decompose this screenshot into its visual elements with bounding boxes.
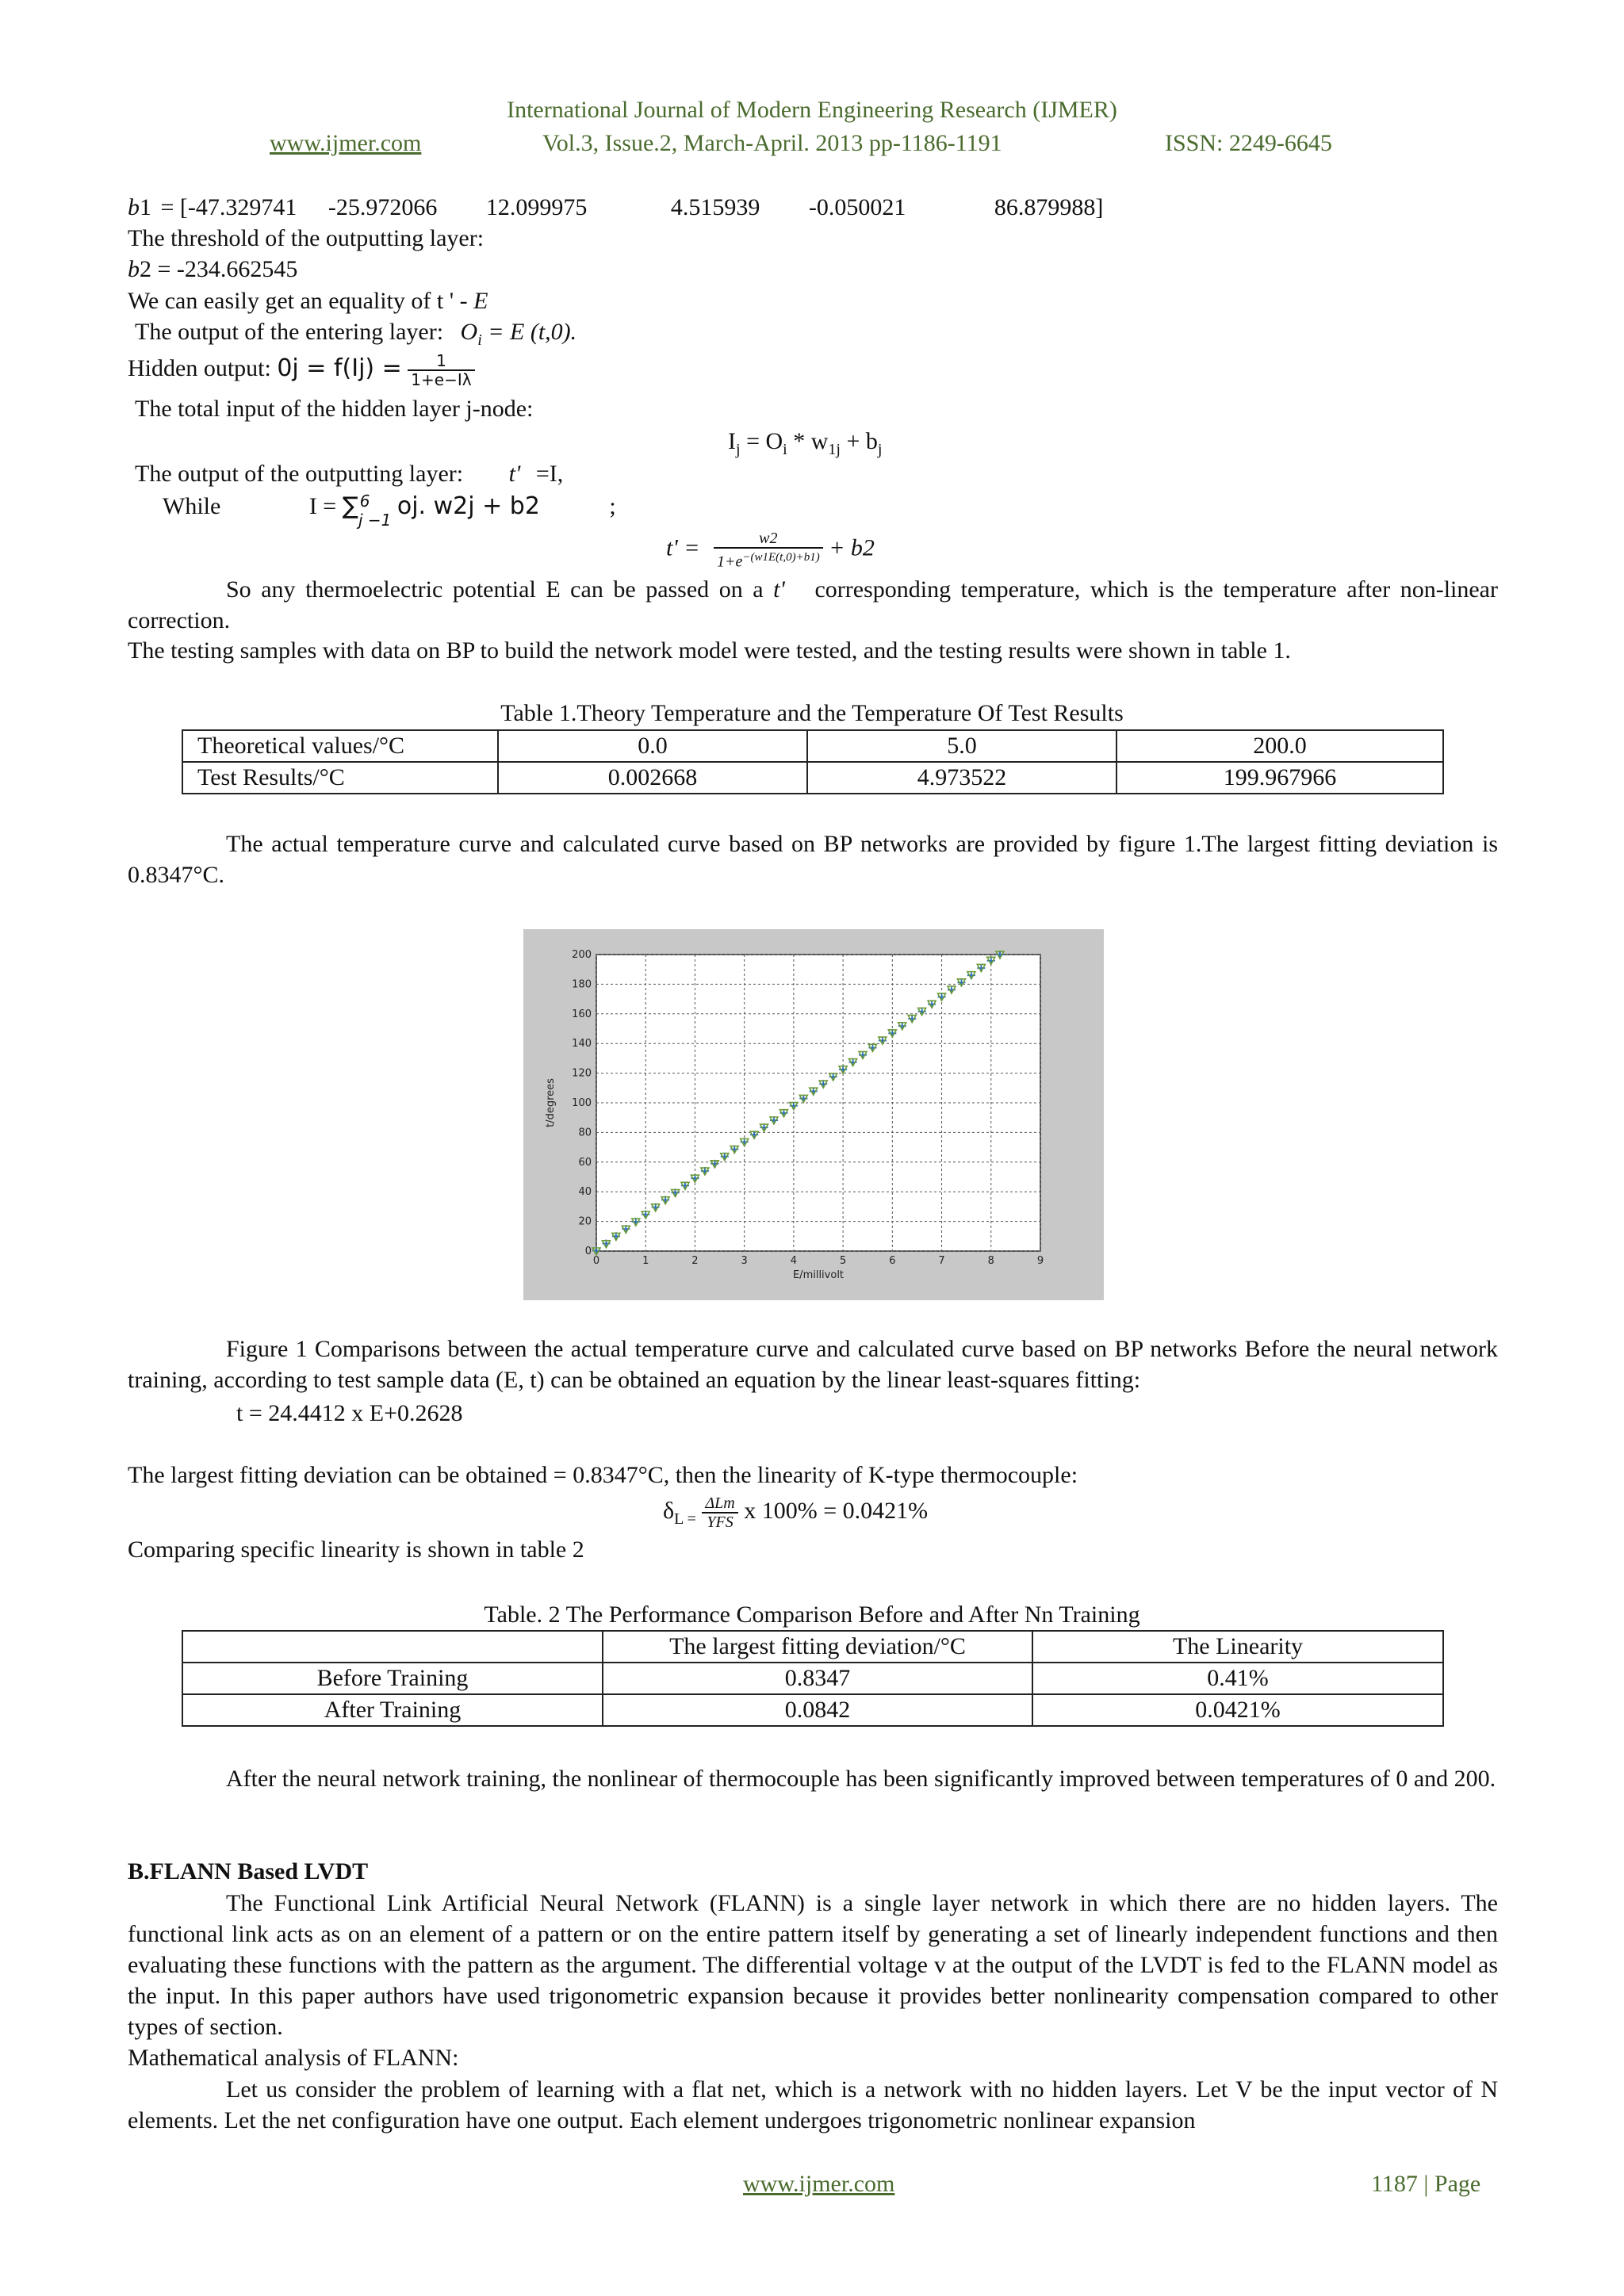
ij-Osub: i (783, 441, 787, 458)
sum-sup: 6 (359, 492, 370, 511)
t-eq-den-base: 1+e (717, 553, 743, 571)
header-website-link[interactable]: www.ijmer.com (270, 130, 422, 156)
table-cell: 5.0 (807, 730, 1116, 762)
figure-1-chart (523, 929, 1104, 1300)
hidden-output-text (128, 352, 475, 388)
journal-title: International Journal of Modern Engineering Research (IJMER) (507, 97, 1117, 123)
while-semicolon: ; (609, 493, 616, 519)
table-cell: 199.967966 (1116, 762, 1443, 794)
hidden-output-label: Hidden output: (128, 354, 271, 381)
x-tick-label: 0 (592, 1255, 600, 1267)
t-eq-rest: + b2 (829, 534, 875, 561)
eq-sub: i (477, 331, 482, 349)
equality-tail: - E (459, 288, 488, 314)
eq-O: O (460, 319, 478, 345)
comparing-text: Comparing specific linearity is shown in table 2 (128, 1536, 584, 1563)
para1-t: t' (773, 576, 785, 603)
delta-den: YFS (707, 1513, 733, 1531)
paragraph-thermo (128, 574, 1498, 636)
table-cell: Before Training (182, 1663, 603, 1694)
sum-symbol: ∑ (342, 492, 358, 520)
ij-mid: = O (746, 428, 783, 454)
b1-value: 12.099975 (485, 194, 588, 220)
b1-label: b (128, 194, 140, 220)
y-tick-label: 140 (572, 1038, 592, 1050)
table-row (182, 1663, 1443, 1694)
output-outputting-text (135, 459, 563, 489)
y-tick-label: 100 (572, 1097, 592, 1109)
y-tick-label: 160 (572, 1008, 592, 1020)
frac-num: 1 (408, 352, 474, 371)
paragraph-flat-net: Let us consider the problem of learning with a flat net, which is a network with no hidden layers. Let V be the input vector of N elements. Let the net configuration have one output. Each element undergoes trigonometric nonlinear expansion (128, 2076, 1498, 2133)
table-cell: 0.0 (498, 730, 807, 762)
t-eq-lhs: t' = (666, 534, 700, 561)
eq-rest: = E (t,0). (488, 319, 577, 345)
x-tick-label: 6 (889, 1255, 896, 1267)
delta-fraction (702, 1494, 737, 1531)
paragraph-actual-curve: The actual temperature curve and calculated curve based on BP networks are provided by figure 1.The largest fitting deviation is 0.8347°C. (128, 831, 1498, 888)
y-tick-label: 60 (578, 1156, 592, 1169)
b1-value: 4.515939 (670, 194, 760, 220)
total-input-text: The total input of the hidden layer j-node: (135, 396, 534, 422)
table-cell: 0.41% (1032, 1663, 1443, 1694)
equality-prefix: We can easily get an equality of t ' (128, 288, 460, 314)
delta-num: ΔLm (702, 1494, 737, 1513)
b2-value (128, 254, 297, 285)
while-line (163, 492, 616, 529)
t-eq-num: w2 (714, 530, 823, 549)
y-tick-label: 20 (578, 1215, 592, 1228)
header-volume: Vol.3, Issue.2, March-April. 2013 pp-1186-1191 (542, 130, 1002, 156)
x-tick-label: 8 (987, 1255, 994, 1267)
footer-website-link[interactable]: www.ijmer.com (743, 2171, 895, 2197)
table-cell: 0.0421% (1032, 1694, 1443, 1726)
figure-1-caption: Figure 1 Comparisons between the actual temperature curve and calculated curve based on BP networks Before the neural network training, according to test sample data (E, t) can be obtained an equation by the linear least-squares fitting: (128, 1336, 1498, 1393)
table1-caption: Table 1.Theory Temperature and the Temperature Of Test Results (500, 700, 1124, 726)
header-issn: ISSN: 2249-6645 (1165, 130, 1332, 156)
figure-1 (523, 929, 1104, 1300)
table-cell: Test Results/°C (182, 762, 498, 794)
table-cell: 0.002668 (498, 762, 807, 794)
output-entering-label: The output of the entering layer: (135, 319, 444, 345)
largest-deviation-text: The largest fitting deviation can be obtained = 0.8347°C, then the linearity of K-type thermocouple: (128, 1462, 1078, 1488)
table-cell: 0.0842 (603, 1694, 1032, 1726)
para1-b: corresponding temperature, which is the temperature after non-linear correction. (128, 576, 1498, 633)
t-eq-fraction (714, 530, 823, 571)
b1-value: 86.879988] (994, 194, 1104, 220)
table-row (182, 762, 1443, 794)
delta-lhs: δ (663, 1497, 675, 1524)
y-tick-label: 120 (572, 1067, 592, 1080)
ij-b: + b (846, 428, 878, 454)
b1-value: -0.050021 (808, 194, 906, 220)
table1 (182, 729, 1444, 794)
hidden-output-eq: 0j = f(Ij) = (277, 354, 402, 382)
math-analysis-heading: Mathematical analysis of FLANN: (128, 2045, 459, 2071)
table-cell: 200.0 (1116, 730, 1443, 762)
threshold-text: The threshold of the outputting layer: (128, 225, 485, 251)
table-row (182, 1631, 1443, 1663)
y-tick-label: 40 (578, 1186, 592, 1199)
while-sum (342, 492, 392, 530)
b2-label: b (128, 256, 140, 282)
output-entering-text (135, 317, 576, 355)
table2-caption: Table. 2 The Performance Comparison Before and After Nn Training (484, 1601, 1140, 1628)
y-axis-label: t/degrees (545, 1078, 557, 1127)
ij-bsub: j (877, 441, 883, 458)
frac-den: 1+e−Iλ (411, 370, 472, 389)
x-tick-label: 5 (839, 1255, 847, 1267)
t-equation (666, 530, 875, 571)
b1-value: = [-47.329741 (160, 194, 297, 220)
table2 (182, 1630, 1444, 1727)
table-cell: The largest fitting deviation/°C (603, 1631, 1032, 1663)
paragraph-testing: The testing samples with data on BP to build the network model were tested, and the testing results were shown in table 1. (128, 637, 1291, 664)
delta-sub: L = (674, 1510, 696, 1528)
table-cell: 0.8347 (603, 1663, 1032, 1694)
table-cell: 4.973522 (807, 762, 1116, 794)
x-tick-label: 9 (1036, 1255, 1044, 1267)
b2-number: = -234.662545 (157, 256, 298, 282)
section-title: B.FLANN Based LVDT (128, 1858, 369, 1885)
sum-sub: j −1 (358, 511, 392, 530)
equality-text (128, 286, 488, 316)
table-cell (182, 1631, 603, 1663)
y-tick-label: 200 (572, 949, 592, 961)
y-tick-label: 180 (572, 978, 592, 991)
ij-Isub: j (736, 441, 741, 458)
paragraph-after-training: After the neural network training, the nonlinear of thermocouple has been significantly improved between temperatures of 0 and 200. (226, 1766, 1496, 1792)
while-label: While (163, 493, 221, 519)
x-tick-label: 1 (642, 1255, 649, 1267)
delta-rest: x 100% = 0.0421% (744, 1497, 929, 1524)
ij-I: I (728, 428, 736, 454)
y-tick-label: 0 (584, 1246, 592, 1257)
b1-value: -25.972066 (327, 194, 438, 220)
table-row (182, 1694, 1443, 1726)
x-axis-label: E/millivolt (792, 1269, 845, 1281)
table-cell: The Linearity (1032, 1631, 1443, 1663)
x-tick-label: 4 (790, 1255, 798, 1267)
y-tick-label: 80 (578, 1127, 592, 1139)
x-tick-label: 3 (741, 1255, 748, 1267)
paragraph-flann: The Functional Link Artificial Neural Network (FLANN) is a single layer network in which there are no hidden layers. The functional link acts as on an element of a pattern or on the entire pattern itself by generating a set of linearly independent functions and then evaluating these functions with the pattern as the argument. The differential voltage v at the output of the LVDT is fed to the FLANN model as the input. In this paper authors have used trigonometric expansion because it provides better nonlinearity compensation compared to other types of section. (128, 1890, 1498, 2040)
footer-page-number: 1187 | Page (1371, 2171, 1481, 2197)
b1-sub: 1 (140, 194, 151, 220)
ij-w: * w (793, 428, 829, 454)
output-outputting-eq: =I, (535, 461, 564, 487)
delta-equation (663, 1494, 928, 1534)
table-cell: Theoretical values/°C (182, 730, 498, 762)
table-cell: After Training (182, 1694, 603, 1726)
t-eq-den (714, 549, 823, 571)
x-tick-label: 2 (691, 1255, 699, 1267)
para1-a: So any thermoelectric potential E can be passed on a (226, 576, 764, 603)
ij-wsub: 1j (828, 441, 841, 458)
output-outputting-label: The output of the outputting layer: (135, 461, 464, 487)
x-tick-label: 7 (938, 1255, 945, 1267)
b1-vector (128, 193, 1103, 223)
table-row (182, 730, 1443, 762)
b2-sub: 2 (140, 256, 151, 282)
output-outputting-t: t' (508, 461, 521, 487)
while-I: I = (308, 493, 337, 519)
hidden-output-fraction (408, 352, 474, 388)
output-entering-eq (460, 319, 577, 349)
fit-equation: t = 24.4412 x E+0.2628 (236, 1400, 463, 1426)
while-rest: oj. w2j + b2 (396, 492, 540, 520)
ij-equation (728, 427, 882, 465)
t-eq-den-sup: −(w1E(t,0)+b1) (742, 551, 820, 564)
